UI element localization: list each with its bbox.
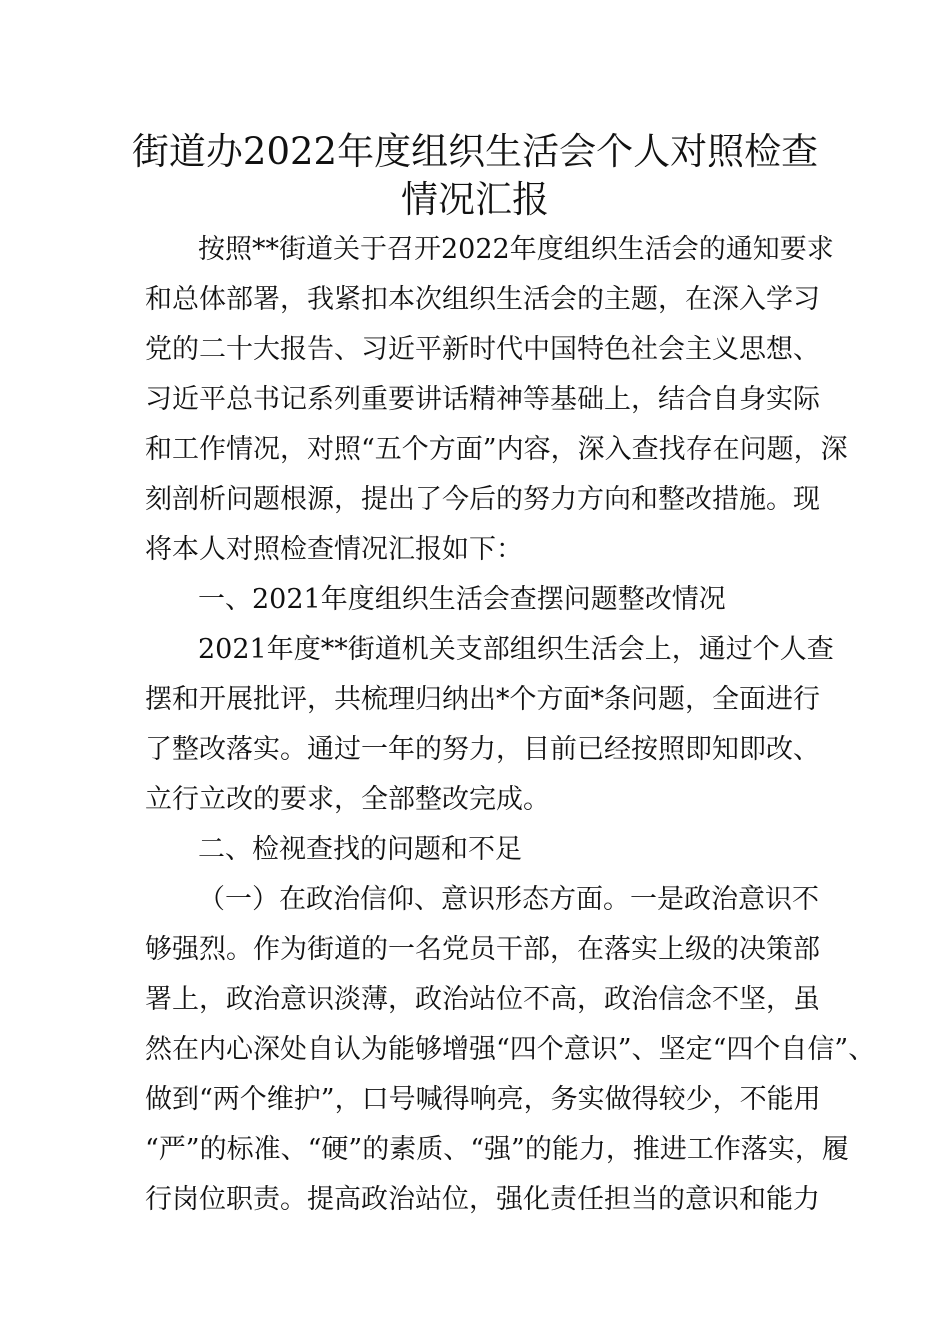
paragraph-line: 和工作情况，对照“五个方面”内容，深入查找存在问题，深 — [145, 434, 848, 465]
paragraph-line: 将本人对照检查情况汇报如下： — [145, 534, 523, 565]
paragraph-line: 行岗位职责。提高政治站位，强化责任担当的意识和能力 — [145, 1184, 820, 1215]
paragraph-line: “严”的标准、“硬”的素质、“强”的能力，推进工作落实，履 — [145, 1134, 849, 1165]
paragraph-line: 刻剖析问题根源，提出了今后的努力方向和整改措施。现 — [145, 484, 820, 515]
paragraph-line: 2021年度**街道机关支部组织生活会上，通过个人查 — [198, 634, 834, 665]
paragraph-line: 立行立改的要求，全部整改完成。 — [145, 784, 550, 815]
paragraph-line: 然在内心深处自认为能够增强“四个意识”、坚定“四个自信”、 — [145, 1034, 876, 1065]
paragraph-line: 和总体部署，我紧扣本次组织生活会的主题，在深入学习 — [145, 284, 820, 315]
paragraph-line: 了整改落实。通过一年的努力，目前已经按照即知即改、 — [145, 734, 820, 765]
paragraph-line: 做到“两个维护”，口号喊得响亮，务实做得较少，不能用 — [145, 1084, 821, 1115]
paragraph-line: 党的二十大报告、习近平新时代中国特色社会主义思想、 — [145, 334, 820, 365]
document-title-line-2: 情况汇报 — [401, 178, 549, 221]
section-heading-1: 一、2021年度组织生活会查摆问题整改情况 — [198, 584, 726, 615]
paragraph-line: 摆和开展批评，共梳理归纳出*个方面*条问题，全面进行 — [145, 684, 820, 715]
document-title-line-1: 街道办2022年度组织生活会个人对照检查 — [131, 130, 819, 173]
section-heading-2: 二、检视查找的问题和不足 — [198, 834, 522, 865]
paragraph-line: （一）在政治信仰、意识形态方面。一是政治意识不 — [198, 884, 819, 915]
paragraph-line: 够强烈。作为街道的一名党员干部，在落实上级的决策部 — [145, 934, 820, 965]
paragraph-line: 按照**街道关于召开2022年度组织生活会的通知要求 — [198, 234, 834, 265]
paragraph-line: 署上，政治意识淡薄，政治站位不高，政治信念不坚，虽 — [145, 984, 820, 1015]
paragraph-line: 习近平总书记系列重要讲话精神等基础上，结合自身实际 — [145, 384, 820, 415]
